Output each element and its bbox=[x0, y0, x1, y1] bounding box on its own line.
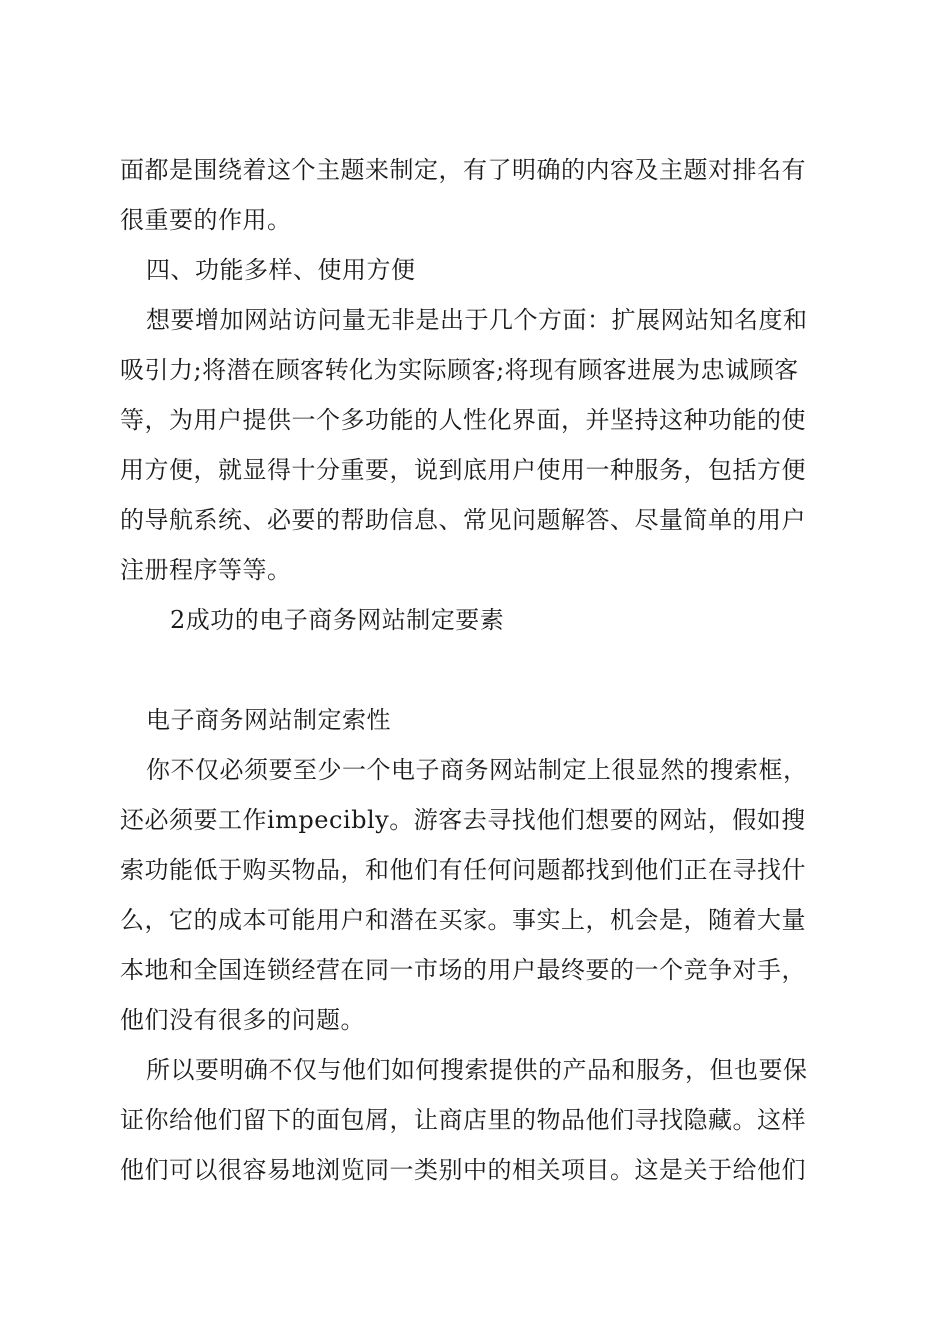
paragraph-line: 注册程序等等。 bbox=[120, 556, 292, 584]
paragraph-line: 的导航系统、必要的帮助信息、常见问题解答、尽量简单的用户 bbox=[120, 506, 806, 534]
paragraph-line: 本地和全国连锁经营在同一市场的用户最终要的一个竞争对手， bbox=[120, 956, 806, 984]
paragraph-line: 他们可以很容易地浏览同一类别中的相关项目。这是关于给他们 bbox=[120, 1156, 806, 1184]
paragraph-line: 想要增加网站访问量无非是出于几个方面：扩展网站知名度和 bbox=[146, 306, 808, 334]
paragraph-line: 很重要的作用。 bbox=[120, 206, 292, 234]
section-heading: 四、功能多样、使用方便 bbox=[146, 256, 416, 284]
paragraph-line: 证你给他们留下的面包屑，让商店里的物品他们寻找隐藏。这样 bbox=[120, 1106, 806, 1134]
section-heading: 电子商务网站制定索性 bbox=[146, 706, 391, 734]
paragraph-line: 索功能低于购买物品，和他们有任何问题都找到他们正在寻找什 bbox=[120, 856, 806, 884]
paragraph-line: 吸引力;将潜在顾客转化为实际顾客;将现有顾客进展为忠诚顾客 bbox=[120, 356, 799, 384]
chapter-heading: 2成功的电子商务网站制定要素 bbox=[170, 606, 505, 634]
paragraph-line: 面都是围绕着这个主题来制定，有了明确的内容及主题对排名有 bbox=[120, 156, 806, 184]
paragraph-line: 你不仅必须要至少一个电子商务网站制定上很显然的搜索框， bbox=[146, 756, 808, 784]
paragraph-line: 等，为用户提供一个多功能的人性化界面，并坚持这种功能的使 bbox=[120, 406, 806, 434]
paragraph-line: 用方便，就显得十分重要，说到底用户使用一种服务，包括方便 bbox=[120, 456, 806, 484]
paragraph-line: 么，它的成本可能用户和潜在买家。事实上，机会是，随着大量 bbox=[120, 906, 806, 934]
paragraph-line: 还必须要工作impecibly。游客去寻找他们想要的网站，假如搜 bbox=[120, 806, 806, 834]
paragraph-line: 他们没有很多的问题。 bbox=[120, 1006, 365, 1034]
paragraph-line: 所以要明确不仅与他们如何搜索提供的产品和服务，但也要保 bbox=[146, 1056, 808, 1084]
